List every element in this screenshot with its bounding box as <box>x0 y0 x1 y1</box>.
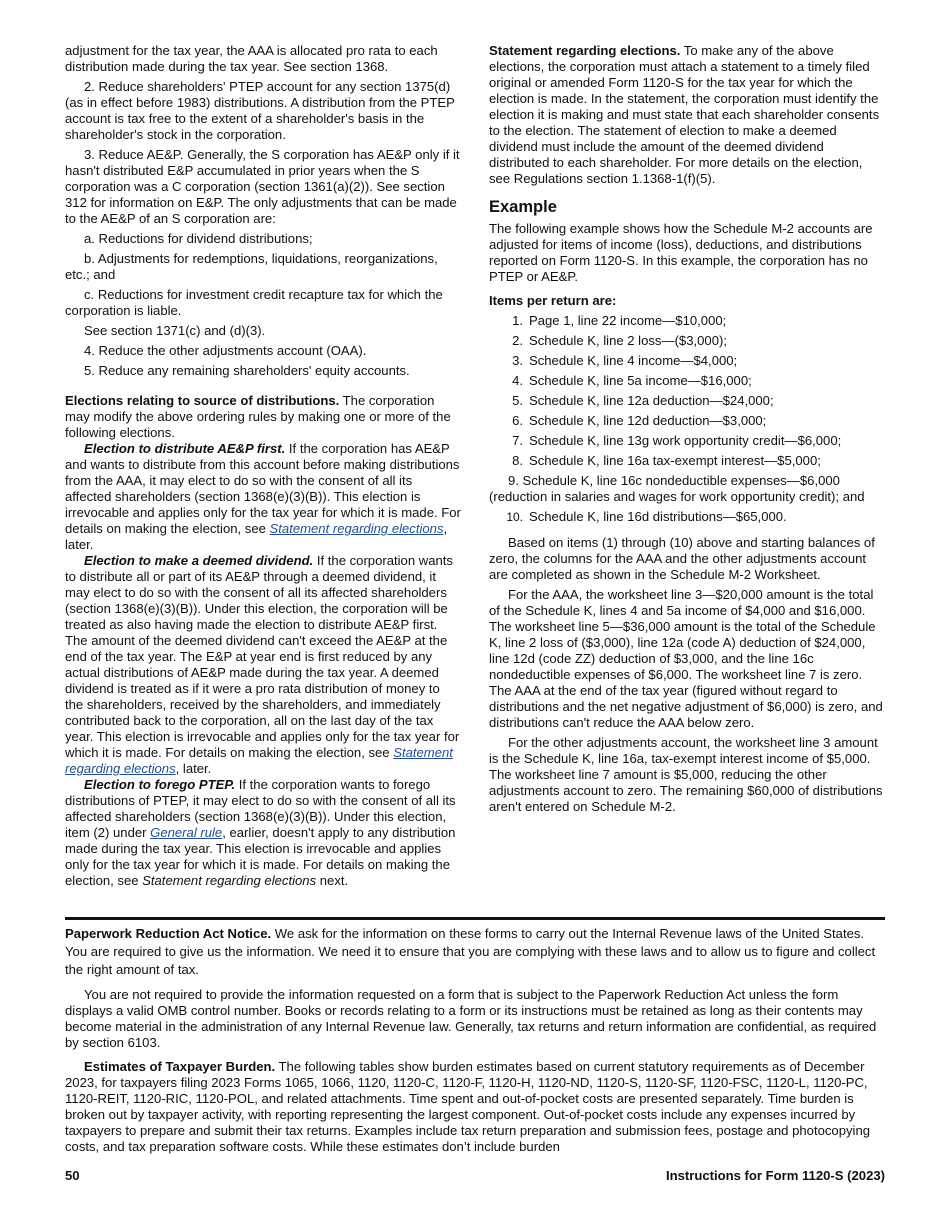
section-divider <box>65 917 885 920</box>
list-item: 2. Reduce shareholders' PTEP account for any section 1375(d) (as in effect before 1983) distributions. A distribution from the PTEP account is tax free to the extent of a shareholder's basis in the shareholder's stock in the corporation. <box>65 79 455 142</box>
items-list <box>489 313 885 525</box>
footer-title: Instructions for Form 1120-S (2023) <box>665 1168 885 1183</box>
sub-item: c. Reductions for investment credit recapture tax for which the corporation is liable. <box>65 287 443 318</box>
subheading: Election to make a deemed dividend. <box>84 553 314 568</box>
paragraph: Estimates of Taxpayer Burden. The following tables show burden estimates based on current statutory requirements as of December 2023, for taxpayers filing 2023 Forms 1065, 1066, 1120, 1120-C, 1120-F, 1120-H, 1120-ND, 1120-S, 1120-SF, 1120-FSC, 1120-L, 1120-PC, 1120-REIT, 1120-RIC, 1120-POL, and related attachments. Time spent and out-of-pocket costs are presented separately. Time burden is broken out by taxpayer activity, with reporting representing the largest component. Out-of-pocket costs include any expenses incurred by taxpayers to prepare and submit their tax returns. Examples include tax return preparation and submission fees, postage and photocopying costs, and tax preparation software costs. While these estimates don’t include burden <box>65 1059 871 1154</box>
section-heading: Statement regarding elections. <box>489 43 681 58</box>
statement-link[interactable]: Statement regarding elections <box>269 521 444 536</box>
page-footer <box>65 1168 885 1184</box>
paragraph: Election to distribute AE&P first. If the corporation has AE&P and wants to distribute from this account before making distributions from the AAA, it may elect to do so with the consent of all its affected shareholders (section 1368(e)(3)(B)). This election is irrevocable and applies only for the tax year for which it is made. For details on making the election, see Statement regarding elections, later. <box>65 441 461 552</box>
list-item: 4. Schedule K, line 5a income—$16,000; <box>512 373 752 388</box>
section-heading: Paperwork Reduction Act Notice. <box>65 926 272 941</box>
right-column <box>489 43 885 815</box>
section-heading: Estimates of Taxpayer Burden. <box>84 1059 276 1074</box>
list-item: 2. Schedule K, line 2 loss—($3,000); <box>512 333 727 348</box>
subheading: Election to forego PTEP. <box>84 777 236 792</box>
list-item: 1. Page 1, line 22 income—$10,000; <box>512 313 727 328</box>
paragraph: adjustment for the tax year, the AAA is allocated pro rata to each distribution made during the tax year. See section 1368. <box>65 43 438 74</box>
section-heading: Elections relating to source of distributions. <box>65 393 340 408</box>
paragraph: You are not required to provide the information requested on a form that is subject to the Paperwork Reduction Act unless the form displays a valid OMB control number. Books or records relating to a form or its instructions must be retained as long as their contents may become material in the administration of any Internal Revenue law. Generally, tax returns and return information are confidential, as required by section 6103. <box>65 987 877 1050</box>
page-number: 50 <box>65 1168 80 1183</box>
list-item: 10. Schedule K, line 16d distributions—$65,000. <box>506 509 787 524</box>
list-item: 5. Reduce any remaining shareholders' equity accounts. <box>84 363 410 378</box>
paragraph: Elections relating to source of distributions. The corporation may modify the above ordering rules by making one or more of the following elections. <box>65 393 451 440</box>
paperwork-section <box>65 925 885 1155</box>
paragraph: Paperwork Reduction Act Notice. We ask for the information on these forms to carry out the Internal Revenue laws of the United States. You are required to give us the information. We need it to ensure that you are complying with these laws and to allow us to figure and collect the right amount of tax. <box>65 926 876 977</box>
list-item: 8. Schedule K, line 16a tax-exempt interest—$5,000; <box>512 453 821 468</box>
list-item: 7. Schedule K, line 13g work opportunity credit—$6,000; <box>512 433 842 448</box>
paragraph: Election to make a deemed dividend. If the corporation wants to distribute all or part of its AE&P through a deemed dividend, it may elect to do so with the consent of all its affected shareholders (section 1368(e)(3)(B)). Under this election, the corporation will be treated as also having made the election to distribute AE&P first. The amount of the deemed dividend can't exceed the AE&P at the end of the tax year. The E&P at year end is first reduced by any actual distributions of AE&P made during the tax year. A deemed dividend is treated as if it were a pro rata distribution of money to the shareholders, received by the shareholders, and immediately contributed back to the corporation, all on the last day of the tax year. This election is irrevocable and applies only for the tax year for which it is made. For details on making the election, see Statement regarding elections, later. <box>65 553 460 776</box>
paragraph: See section 1371(c) and (d)(3). <box>84 323 266 338</box>
list-item: 6. Schedule K, line 12d deduction—$3,000; <box>512 413 767 428</box>
sub-item: a. Reductions for dividend distributions; <box>84 231 313 246</box>
paragraph: Election to forego PTEP. If the corporation wants to forego distributions of PTEP, it may elect to do so with the consent of all its affected shareholders (section 1368(e)(3)(B)). Under this election, item (2) under General rule, earlier, doesn't apply to any distribution made during the tax year. This election is irrevocable and applies only for the tax year for which it is made. For details on making the election, see Statement regarding elections next. <box>65 777 456 888</box>
paragraph: For the other adjustments account, the worksheet line 3 amount is the Schedule K, line 16a, tax-exempt interest income of $5,000. The worksheet line 7 amount is $5,000, reducing the other adjustments account to zero. The remaining $60,000 of distributions aren't entered on Schedule M-2. <box>489 735 883 814</box>
list-item: 4. Reduce the other adjustments account (OAA). <box>84 343 367 358</box>
list-item: 9. Schedule K, line 16c nondeductible expenses—$6,000 (reduction in salaries and wages for work opportunity credit); and <box>489 473 865 504</box>
sub-item: b. Adjustments for redemptions, liquidations, reorganizations, etc.; and <box>65 251 438 282</box>
items-heading: Items per return are: <box>489 293 617 308</box>
left-column <box>65 43 461 889</box>
list-item: 3. Schedule K, line 4 income—$4,000; <box>512 353 738 368</box>
subheading: Election to distribute AE&P first. <box>84 441 286 456</box>
paragraph: Statement regarding elections. To make any of the above elections, the corporation must attach a statement to a timely filed original or amended Form 1120-S for the tax year for which the election is made. In the statement, the corporation must identify the election it is making and must state that each shareholder consents to the election. The statement of election to make a deemed dividend must include the amount of the deemed dividend distributed to each shareholder. For more details on the election, see Regulations section 1.1368-1(f)(5). <box>489 43 880 186</box>
statement-link[interactable]: Statement regarding elections <box>65 745 453 776</box>
general-rule-link[interactable]: General rule <box>150 825 223 840</box>
paragraph: The following example shows how the Schedule M-2 accounts are adjusted for items of income (loss), deductions, and distributions reported on Form 1120-S. In this example, the corporation has no PTEP or AE&P. <box>489 221 873 284</box>
list-item: 5. Schedule K, line 12a deduction—$24,000; <box>512 393 774 408</box>
list-item: 3. Reduce AE&P. Generally, the S corporation has AE&P only if it hasn't distributed E&P accumulated in prior years when the S corporation was a C corporation (section 1361(a)(2)). See section 312 for information on E&P. The only adjustments that can be made to the AE&P of an S corporation are: <box>65 147 460 226</box>
paragraph: Based on items (1) through (10) above and starting balances of zero, the columns for the AAA and the other adjustments account are completed as shown in the Schedule M-2 Worksheet. <box>489 535 875 582</box>
paragraph: For the AAA, the worksheet line 3—$20,000 amount is the total of the Schedule K, lines 4 and 5a income of $4,000 and $16,000. The worksheet line 5—$36,000 amount is the total of the Schedule K, line 2 loss of ($3,000), line 12a (code A) deduction of $24,000, line 12d (code ZZ) deduction of $3,000, and the line 16c nondeductible expenses of $6,000. The worksheet line 7 is zero. The AAA at the end of the tax year (figured without regard to distributions and the net negative adjustment of $6,000) is zero, and distributions can't reduce the AAA below zero. <box>489 587 883 730</box>
example-heading: Example <box>489 198 557 216</box>
